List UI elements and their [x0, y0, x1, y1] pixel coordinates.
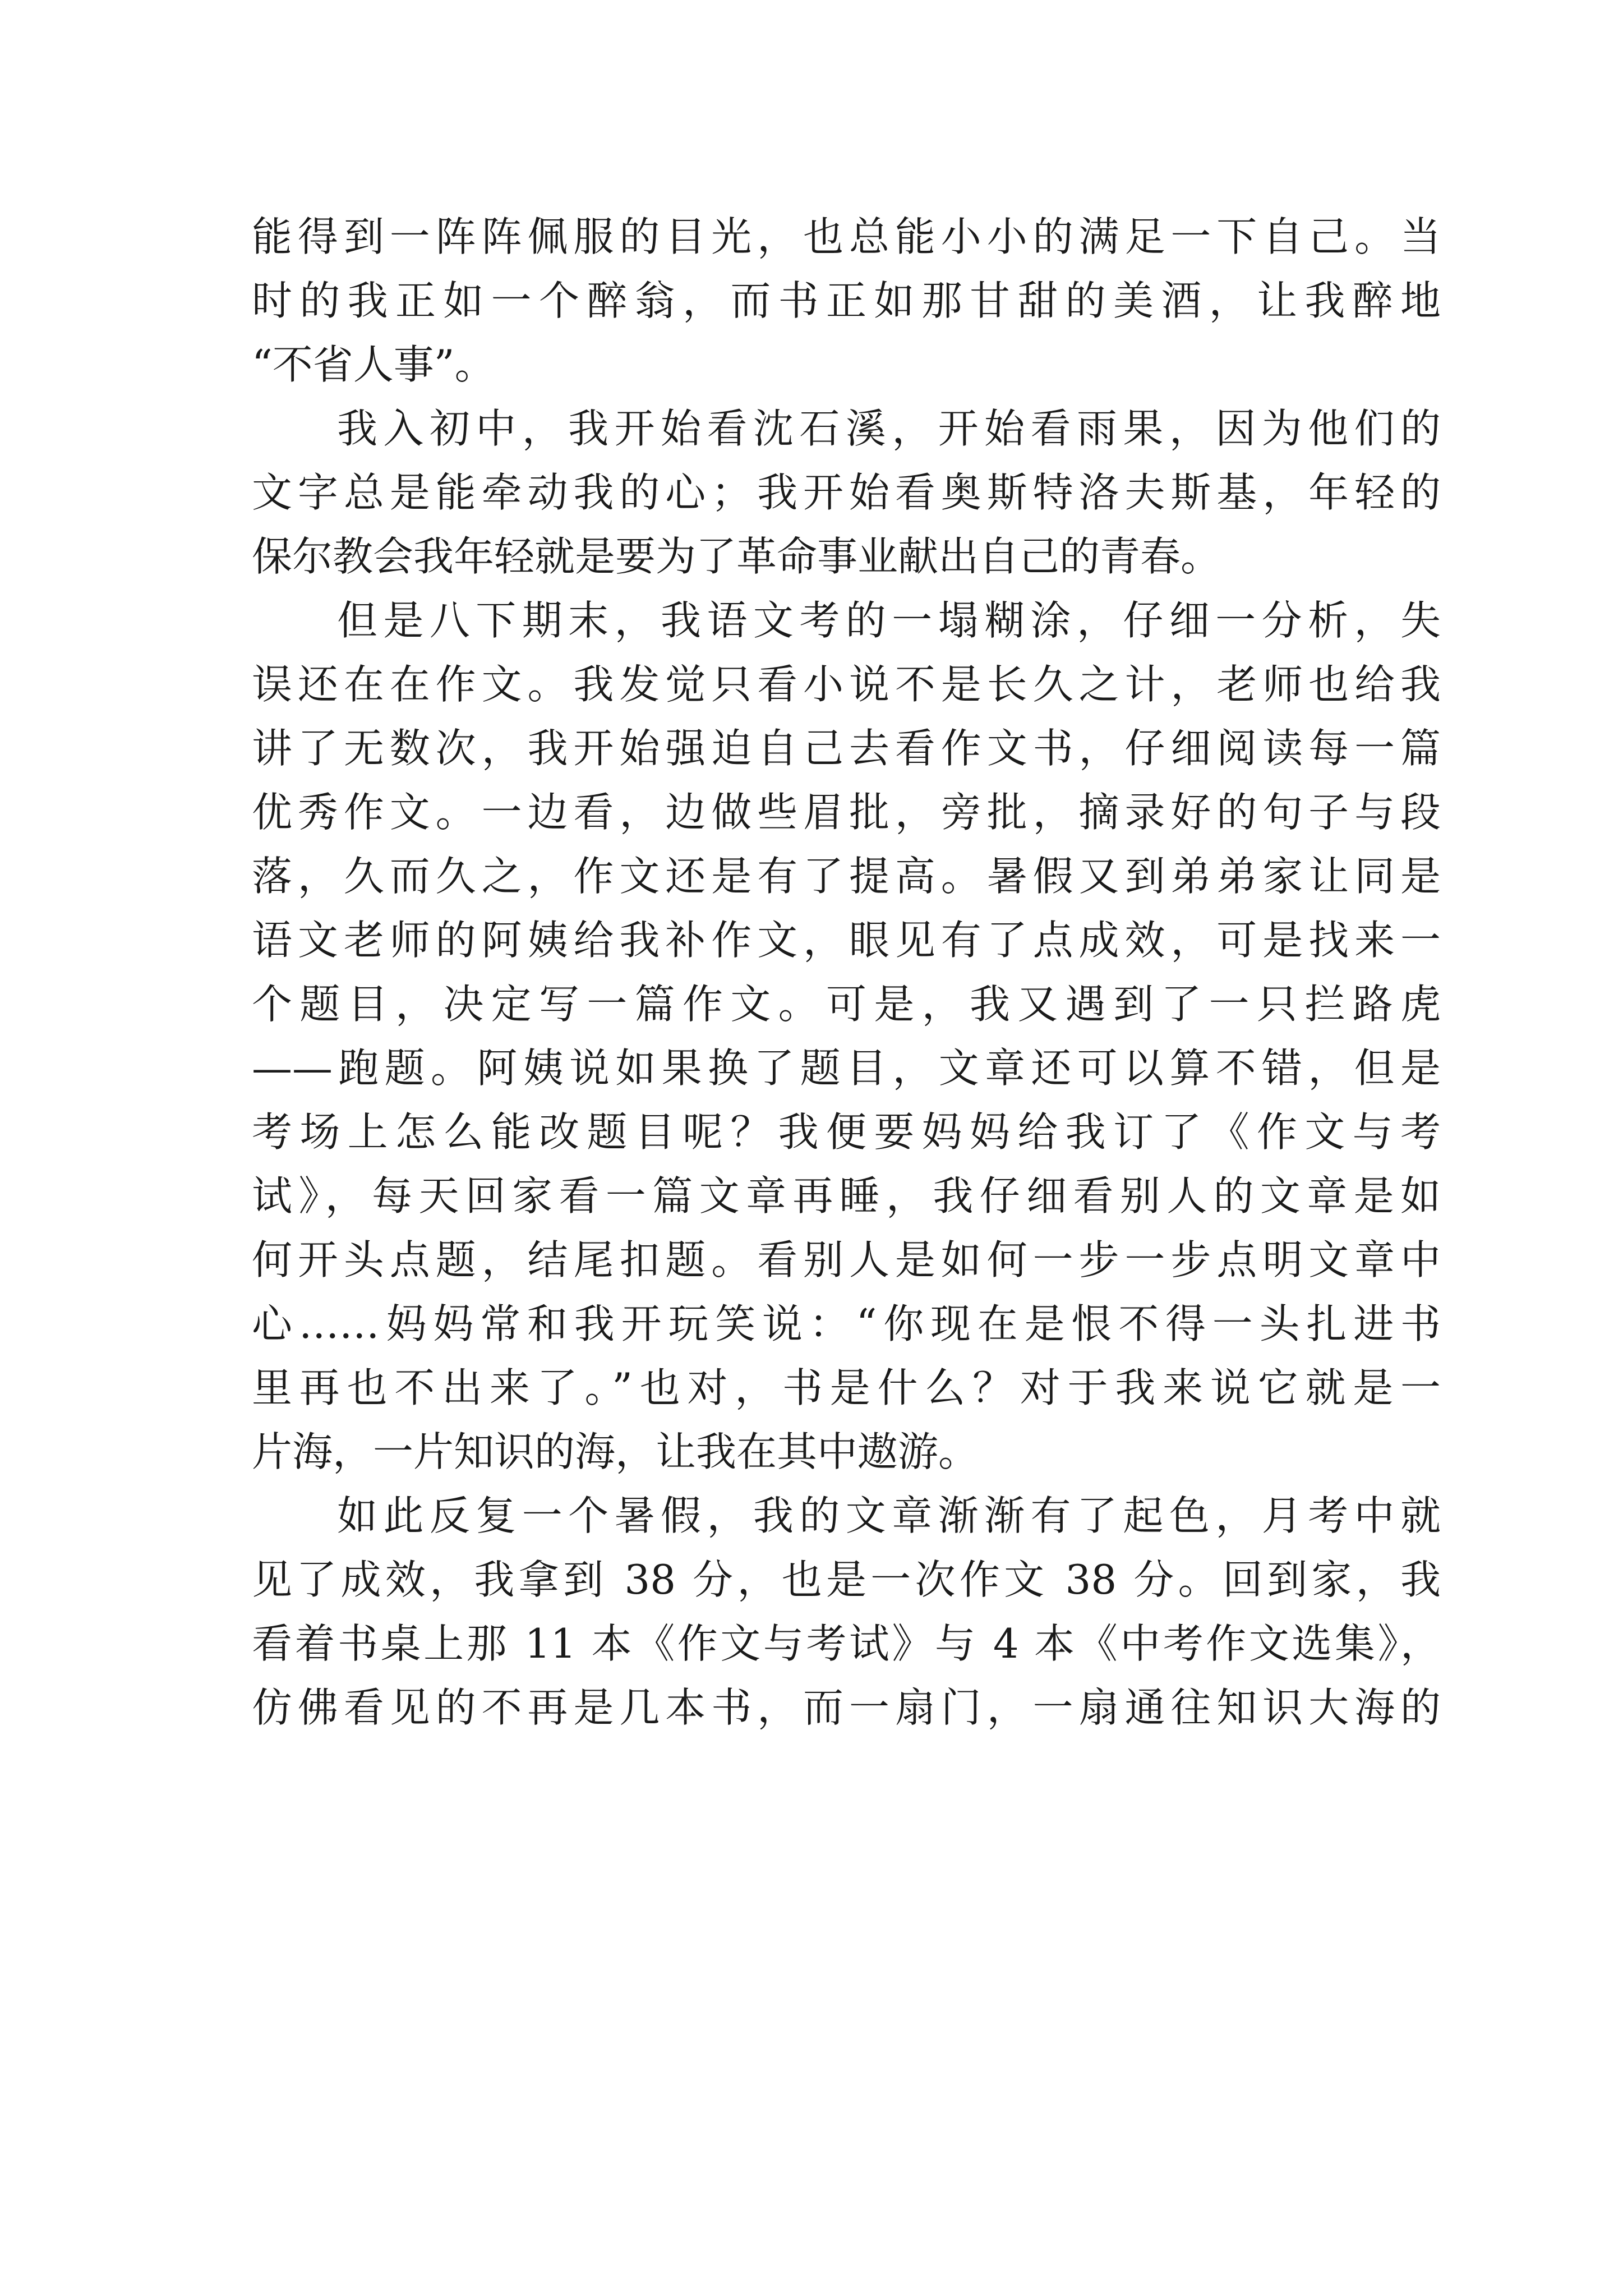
text-line: 仿佛看见的不再是几本书，而一扇门，一扇通往知识大海的 [252, 1684, 1441, 1731]
text-line: 试》，每天回家看一篇文章再睡，我仔细看别人的文章是如 [252, 1172, 1441, 1220]
text-line: 心……妈妈常和我开玩笑说：“你现在是恨不得一头扎进书 [252, 1300, 1441, 1347]
text-line: ——跑题。阿姨说如果换了题目，文章还可以算不错，但是 [252, 1045, 1441, 1092]
text-line: 误还在在作文。我发觉只看小说不是长久之计，老师也给我 [252, 661, 1441, 708]
text-line: 文字总是能牵动我的心；我开始看奥斯特洛夫斯基，年轻的 [252, 469, 1441, 516]
text-line: 见了成效，我拿到 38 分，也是一次作文 38 分。回到家，我 [252, 1556, 1441, 1603]
text-line: 能得到一阵阵佩服的目光，也总能小小的满足一下自己。当 [252, 213, 1441, 260]
text-line: 讲了无数次，我开始强迫自己去看作文书，仔细阅读每一篇 [252, 725, 1441, 772]
paragraph-first-line: 但是八下期末，我语文考的一塌糊涂，仔细一分析，失 [337, 597, 1441, 644]
text-line: 落，久而久之，作文还是有了提高。暑假又到弟弟家让同是 [252, 853, 1441, 900]
text-line: 语文老师的阿姨给我补作文，眼见有了点成效，可是找来一 [252, 917, 1441, 964]
text-line: 时的我正如一个醉翁，而书正如那甘甜的美酒，让我醉地 [252, 277, 1441, 324]
text-line: 保尔教会我年轻就是要为了革命事业献出自己的青春。 [252, 533, 1221, 580]
text-line: 何开头点题，结尾扣题。看别人是如何一步一步点明文章中 [252, 1236, 1441, 1283]
text-line: 考场上怎么能改题目呢？我便要妈妈给我订了《作文与考 [252, 1108, 1441, 1156]
text-line: 个题目，决定写一篇作文。可是，我又遇到了一只拦路虎 [252, 981, 1441, 1028]
text-line: 里再也不出来了。”也对，书是什么？对于我来说它就是一 [252, 1364, 1441, 1411]
paragraph-first-line: 我入初中，我开始看沈石溪，开始看雨果，因为他们的 [337, 405, 1441, 452]
text-line: “不省人事”。 [252, 341, 495, 388]
paragraph-first-line: 如此反复一个暑假，我的文章渐渐有了起色，月考中就 [337, 1492, 1441, 1539]
text-line: 片海，一片知识的海，让我在其中遨游。 [252, 1428, 979, 1475]
text-line: 看着书桌上那 11 本《作文与考试》与 4 本《中考作文选集》， [252, 1620, 1441, 1667]
body-text [252, 205, 1441, 1740]
text-line: 优秀作文。一边看，边做些眉批，旁批，摘录好的句子与段 [252, 789, 1441, 836]
